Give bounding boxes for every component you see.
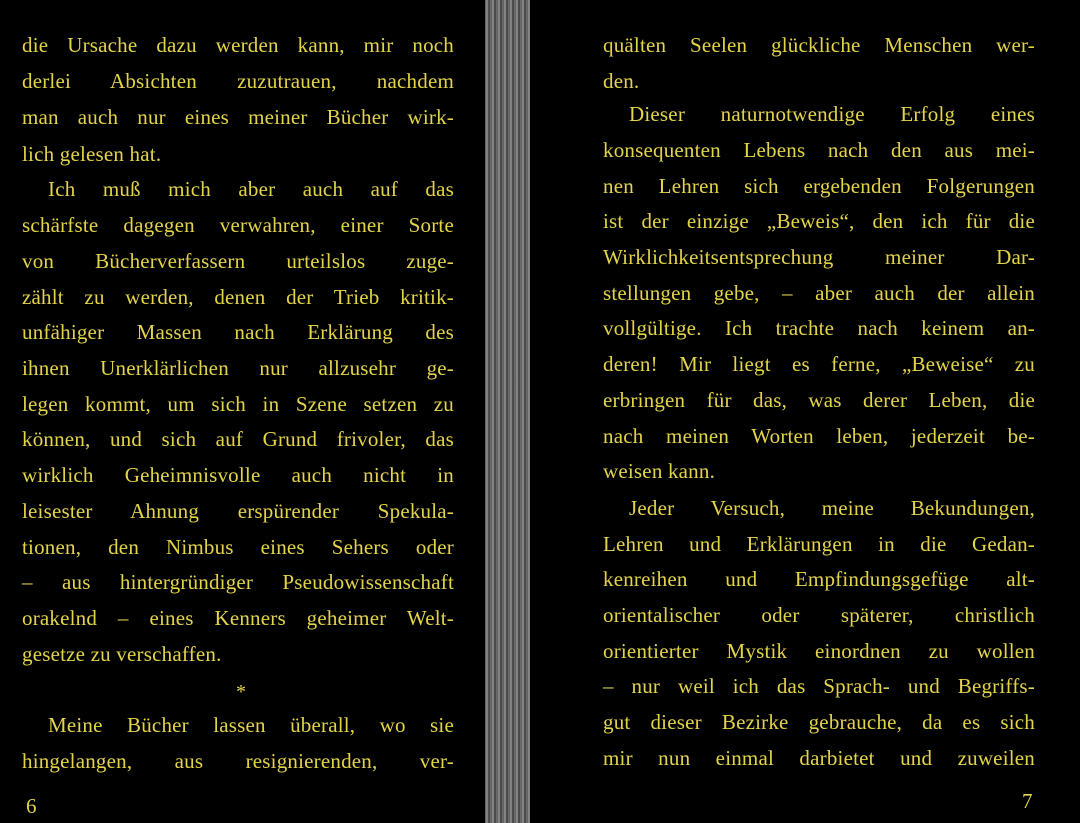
text-line: tionen, den Nimbus eines Sehers oder [22,535,454,559]
text-line: ist der einzige „Beweis“, den ich für die [603,209,1035,233]
text-line: von Bücherverfassern urteilslos zuge- [22,249,454,273]
text-line: kenreihen und Empfindungsgefüge alt- [603,567,1035,591]
text-line: gut dieser Bezirke gebrauche, da es sich [603,710,1035,734]
text-line: man auch nur eines meiner Bücher wirk- [22,105,454,129]
text-line: schärfste dagegen verwahren, einer Sorte [22,213,454,237]
text-line: orientalischer oder späterer, christlich [603,603,1035,627]
page-number: 7 [1022,789,1033,813]
text-line: konsequenten Lebens nach den aus mei- [603,138,1035,162]
text-line: Ich muß mich aber auch auf das [48,177,454,201]
text-line: Meine Bücher lassen überall, wo sie [48,713,454,737]
text-line: unfähiger Massen nach Erklärung des [22,320,454,344]
text-line: quälten Seelen glückliche Menschen wer- [603,33,1035,57]
text-line: leisester Ahnung erspürender Spekula- [22,499,454,523]
text-line: Lehren und Erklärungen in die Gedan- [603,532,1035,556]
text-line: nach meinen Worten leben, jederzeit be- [603,424,1035,448]
text-line: deren! Mir liegt es ferne, „Beweise“ zu [603,352,1035,376]
text-line: gesetze zu verschaffen. [22,642,222,666]
text-line: orakelnd – eines Kenners geheimer Welt- [22,606,454,630]
text-line: nen Lehren sich ergebenden Folgerungen [603,174,1035,198]
text-line: weisen kann. [603,459,716,483]
book-gutter [485,0,530,823]
text-line: orientierter Mystik einordnen zu wollen [603,639,1035,663]
text-line: – aus hintergründiger Pseudowissenschaft [22,570,454,594]
text-line: Wirklichkeitsentsprechung meiner Dar- [603,245,1035,269]
text-line: lich gelesen hat. [22,142,162,166]
text-line: die Ursache dazu werden kann, mir noch [22,33,454,57]
right-page [530,0,1080,823]
text-line: ihnen Unerklärlichen nur allzusehr ge- [22,356,454,380]
text-line: Jeder Versuch, meine Bekundungen, [629,496,1035,520]
text-line: mir nun einmal darbietet und zuweilen [603,746,1035,770]
text-line: – nur weil ich das Sprach- und Begriffs- [603,674,1035,698]
text-line: Dieser naturnotwendige Erfolg eines [629,102,1035,126]
text-line: erbringen für das, was derer Leben, die [603,388,1035,412]
text-line: zählt zu werden, denen der Trieb kritik- [22,285,454,309]
page-number: 6 [26,794,37,818]
text-line: den. [603,69,640,93]
text-line: vollgültige. Ich trachte nach keinem an- [603,316,1035,340]
text-line: hingelangen, aus resignierenden, ver- [22,749,454,773]
section-separator-asterisk: * [236,681,246,703]
text-line: legen kommt, um sich in Szene setzen zu [22,392,454,416]
text-line: wirklich Geheimnisvolle auch nicht in [22,463,454,487]
text-line: derlei Absichten zuzutrauen, nachdem [22,69,454,93]
text-line: können, und sich auf Grund frivoler, das [22,427,454,451]
left-page [0,0,485,823]
text-line: stellungen gebe, – aber auch der allein [603,281,1035,305]
